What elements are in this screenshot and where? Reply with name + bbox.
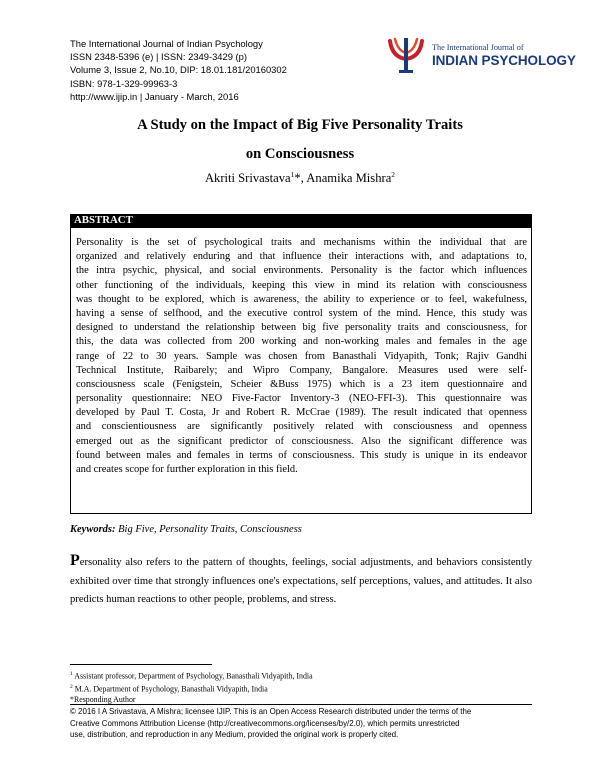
journal-issn: ISSN 2348-5396 (e) | ISSN: 2349-3429 (p) — [70, 51, 248, 63]
intro-paragraph — [70, 552, 532, 610]
footnote-2 — [70, 682, 313, 695]
abstract-line: found between males and females in terms of consciousness. This study is unique in its endeavor — [76, 449, 527, 461]
intro-text: ersonality also refers to the pattern of thoughts, feelings, social adjustments, and behaviors consistently exhibited over time that strongly influences one's expectations, self perceptions, values, and attitudes. It also predicts human reactions to other people, problems, and stress. — [70, 557, 532, 606]
license-divider — [70, 704, 532, 705]
paper-title-line-1: A Study on the Impact of Big Five Personality Traits — [137, 117, 463, 133]
license-notice — [70, 706, 532, 741]
abstract-line: organized and relatively enduring and that influence their interactions with, and adaptations to, — [76, 251, 527, 263]
logo-big-text: INDIAN PSYCHOLOGY — [432, 53, 576, 68]
abstract-line: and creates scope for further exploration in this field. — [76, 464, 298, 475]
keywords-label: Keywords: — [70, 524, 116, 535]
abstract-line: the intra psychic, physical, and social environments. Personality is the factor which influences — [76, 265, 527, 277]
license-line-2: Creative Commons Attribution License (http://creativecommons.org/licenses/by/2.0), which permits unrestricted — [70, 718, 460, 728]
abstract-text — [76, 236, 527, 477]
license-line-3: use, distribution, and reproduction in any Medium, provided the original work is properly cited. — [70, 730, 399, 740]
logo-small-text: The International Journal of — [432, 43, 524, 52]
psi-emblem-icon — [386, 35, 426, 75]
abstract-line: Technical Institute, Raibarely; and Wipro Company, Bangalore. Measures used were self- — [76, 364, 527, 376]
abstract-line: having a sense of selfhood, and the executive control system of the mind. Hence, this study was — [76, 307, 527, 319]
journal-logo — [386, 33, 576, 77]
abstract-line: range of 22 to 30 years. Sample was chosen from Banasthali Vidyapith, Tonk; Rajiv Gandhi — [76, 350, 527, 362]
keywords-text: Big Five, Personality Traits, Consciousness — [115, 524, 302, 535]
author-1-affiliation-mark: 1 — [290, 170, 295, 179]
footnote-divider — [70, 664, 212, 665]
abstract-line: other functioning of the individuals, keeping this view in mind its relation with consciousness — [76, 279, 527, 291]
footnote-2-text: M.A. Department of Psychology, Banasthali Vidyapith, India — [72, 684, 268, 694]
footnote-1-mark: 1 — [70, 671, 73, 677]
journal-volume: Volume 3, Issue 2, No.10, DIP: 18.01.181/20160302 — [70, 64, 287, 76]
abstract-line: this, the data was collected from 200 working and non-working males and females in the age — [76, 336, 527, 348]
journal-header — [70, 37, 287, 103]
footnote-2-mark: 2 — [70, 684, 73, 691]
journal-url-date: http://www.ijip.in | January - March, 2016 — [70, 90, 239, 102]
corresponding-author-mark: * — [294, 171, 301, 186]
abstract-heading: ABSTRACT — [70, 214, 532, 227]
author-separator: , — [300, 171, 307, 186]
footnote-1 — [70, 669, 313, 682]
author-list — [70, 170, 530, 186]
journal-name: The International Journal of Indian Psychology — [70, 38, 263, 49]
license-line-1: © 2016 I A Srivastava, A Mishra; licensee IJIP. This is an Open Access Research distributed under the terms of the — [70, 707, 472, 716]
abstract-line: and conscientiousness are significantly positively related with consciousness and openness — [76, 421, 527, 433]
responding-author-note: *Responding Author — [70, 695, 136, 705]
intro-drop-letter: P — [70, 552, 80, 569]
abstract-line: Personality is the set of psychological traits and mechanisms within the individual that are — [76, 237, 527, 248]
author-2-name: Anamika Mishra — [306, 171, 392, 186]
author-1-name: Akriti Srivastava — [204, 171, 291, 186]
abstract-line: emerged out as the significant predictor of consciousness. Also the significant difference was — [76, 435, 527, 447]
abstract-line: was thought to be explored, which is awareness, the ability to experience or to feel, wakefulness, — [76, 293, 527, 305]
footnotes — [70, 669, 313, 705]
footnote-1-text: Assistant professor, Department of Psychology, Banasthali Vidyapith, India — [72, 671, 313, 681]
author-2-affiliation-mark: 2 — [391, 170, 396, 179]
abstract-line: consciousness scale (Fenigstein, Scheier &Buss 1975) which is a 23 item questionnaire and — [76, 378, 527, 390]
keywords — [70, 524, 302, 535]
abstract-line: developed by Paul T. Costa, Jr and Robert R. McCrae (1989). The result indicated that openness — [76, 407, 527, 419]
abstract-line: personality questionnaire: NEO Five-Factor Inventory-3 (NEO-FFI-3). This questionnaire was — [76, 393, 527, 405]
abstract-line: designed to understand the relationship between big five personality traits and consciousness, for — [76, 322, 527, 334]
journal-isbn: ISBN: 978-1-329-99963-3 — [70, 77, 178, 89]
paper-title-line-2: on Consciousness — [245, 146, 355, 162]
